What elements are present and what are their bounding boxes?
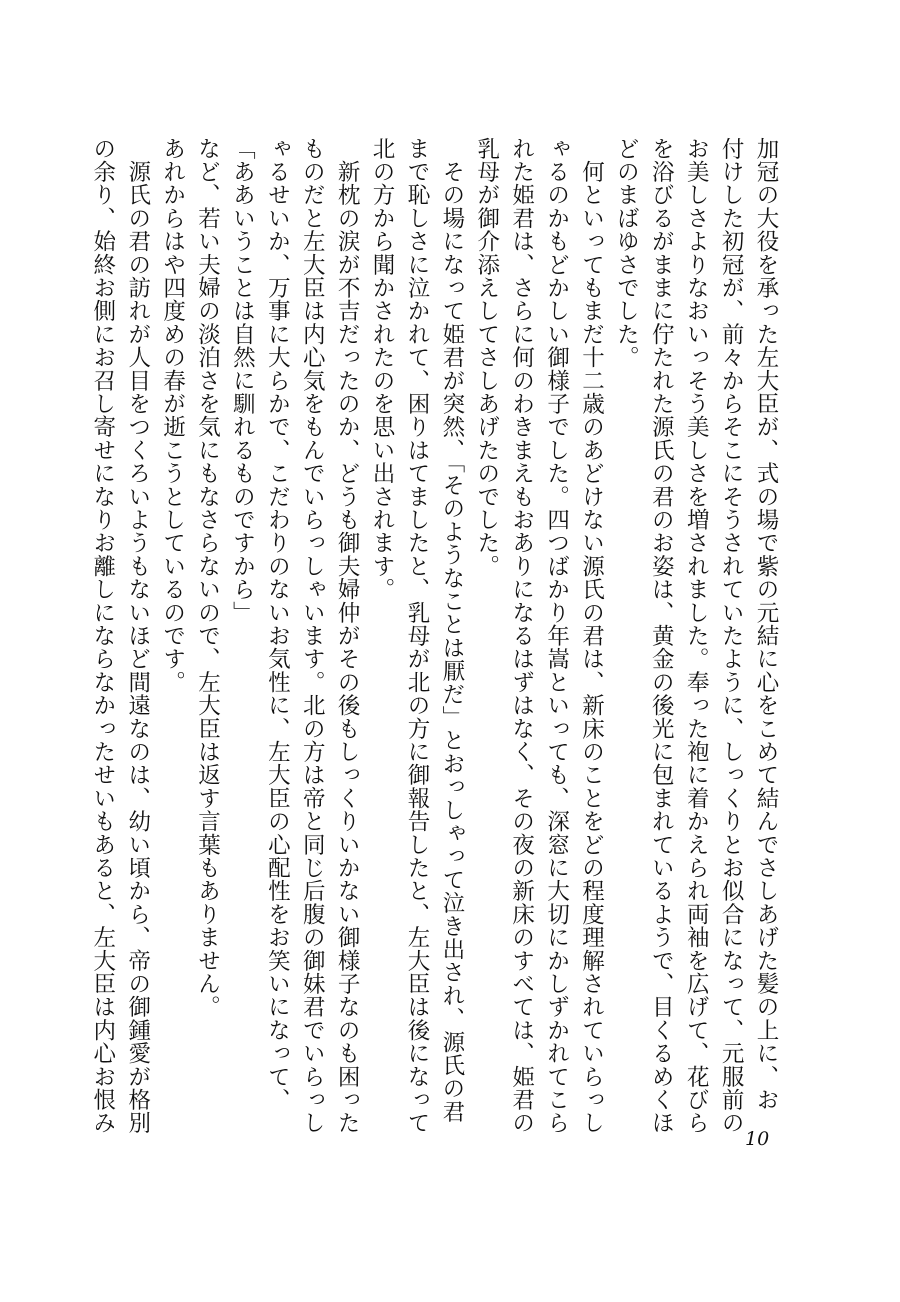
- text-line: 何といってもまだ十二歳のあどけない源氏の君は、新床のことをどの程度理解されていらっし: [578, 137, 605, 1135]
- text-line: など、若い夫婦の淡泊さを気にもなさらないので、左大臣は返す言葉もありません。: [194, 137, 221, 1019]
- page-number: 10: [745, 1128, 770, 1150]
- text-line: その場になって姫君が突然、「そのようなことは厭だ」とおっしゃって泣き出され、源氏の君: [438, 137, 465, 1124]
- text-line: 乳母が御介添えしてさしあげたのでした。: [473, 137, 500, 578]
- text-line: の余り、始終お側にお召し寄せになりお離しにならなかったせいもあると、左大臣は内心お恨み: [89, 137, 116, 1135]
- text-line: ものだと左大臣は内心気をもんでいらっしゃいます。北の方は帝と同じ后腹の御妹君でいらっし: [299, 137, 326, 1135]
- text-line: 付けした初冠が、前々からそこにそうされていたように、しっくりとお似合になって、元服前の: [718, 137, 745, 1135]
- vertical-text-body: [89, 137, 783, 1135]
- text-line: ゃるせいか、万事に大らかで、こだわりのないお気性に、左大臣の心配性をお笑いになって、: [264, 137, 291, 1112]
- text-line: 「ああいうことは自然に馴れるものですから」: [229, 137, 256, 625]
- text-line: ゃるのかもどかしい御様子でした。四つばかり年嵩といっても、深窓に大切にかしずかれてこら: [543, 137, 570, 1135]
- text-line: お美しさよりなおいっそう美しさを増されました。奉った袍に着かえられ両袖を広げて、花びら: [683, 137, 710, 1135]
- text-line: 加冠の大役を承った左大臣が、式の場で紫の元結に心をこめて結んでさしあげた髪の上に、お: [753, 137, 779, 1112]
- text-line: まで恥しさに泣かれて、困りはてましたと、乳母が北の方に御報告したと、左大臣は後になって: [403, 137, 430, 1135]
- text-line: どのまばゆさでした。: [613, 137, 640, 369]
- text-line: 新枕の涙が不吉だったのか、どうも御夫婦仲がその後もしっくりいかない御様子なのも困った: [334, 137, 361, 1135]
- text-line: あれからはや四度めの春が逝こうとしているのです。: [159, 137, 186, 694]
- text-line: れた姫君は、さらに何のわきまえもおありになるはずはなく、その夜の新床のすべては、姫君の: [508, 137, 535, 1135]
- text-line: 源氏の君の訪れが人目をつくろいようもないほど間遠なのは、幼い頃から、帝の御鍾愛が格別: [124, 137, 151, 1135]
- text-line: を浴びるがままに佇たれた源氏の君のお姿は、黄金の後光に包まれているようで、目くるめくほ: [648, 137, 675, 1135]
- text-line: 北の方から聞かされたのを思い出されます。: [369, 137, 396, 601]
